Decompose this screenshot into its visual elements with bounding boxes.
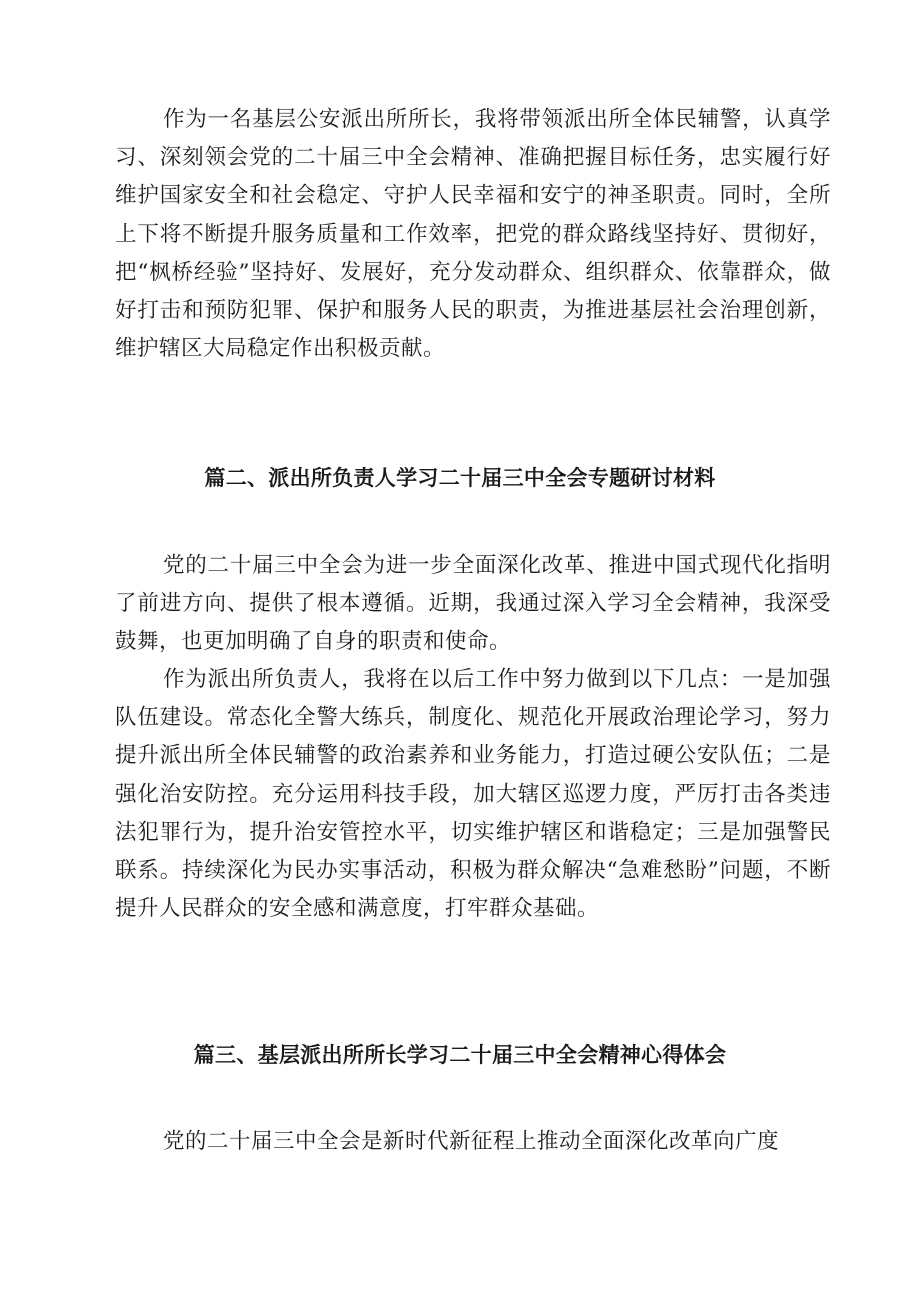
body-paragraph-1: 作为一名基层公安派出所所长，我将带领派出所全体民辅警，认真学习、深刻领会党的二十届三中全会精神、准确把握目标任务，忠实履行好维护国家安全和社会稳定、守护人民幸福和安宁的神圣职责。同时，全所上下将不断提升服务质量和工作效率，把党的群众路线坚持好、贯彻好，把“枫桥经验”坚持好、发展好，充分发动群众、组织群众、依靠群众，做好打击和预防犯罪、保护和服务人民的职责，为推进基层社会治理创新，维护辖区大局稳定作出积极贡献。 [115,107,831,362]
section-heading-3: 篇三、基层派出所所长学习二十届三中全会精神心得体会 [193,1043,727,1067]
section-heading-2: 篇二、派出所负责人学习二十届三中全会专题研讨材料 [204,466,716,490]
body-paragraph-3: 作为派出所负责人，我将在以后工作中努力做到以下几点：一是加强队伍建设。常态化全警大练兵，制度化、规范化开展政治理论学习，努力提升派出所全体民辅警的政治素养和业务能力，打造过硬公安队伍；二是强化治安防控。充分运用科技手段，加大辖区巡逻力度，严厉打击各类违法犯罪行为，提升治安管控水平，切实维护辖区和谐稳定；三是加强警民联系。持续深化为民办实事活动，积极为群众解决“急难愁盼”问题，不断提升人民群众的安全感和满意度，打牢群众基础。 [115,667,831,922]
body-paragraph-4: 党的二十届三中全会是新时代新征程上推动全面深化改革向广度 [163,1129,780,1154]
body-paragraph-2: 党的二十届三中全会为进一步全面深化改革、推进中国式现代化指明了前进方向、提供了根本遵循。近期，我通过深入学习全会精神，我深受鼓舞，也更加明确了自身的职责和使命。 [115,553,831,655]
